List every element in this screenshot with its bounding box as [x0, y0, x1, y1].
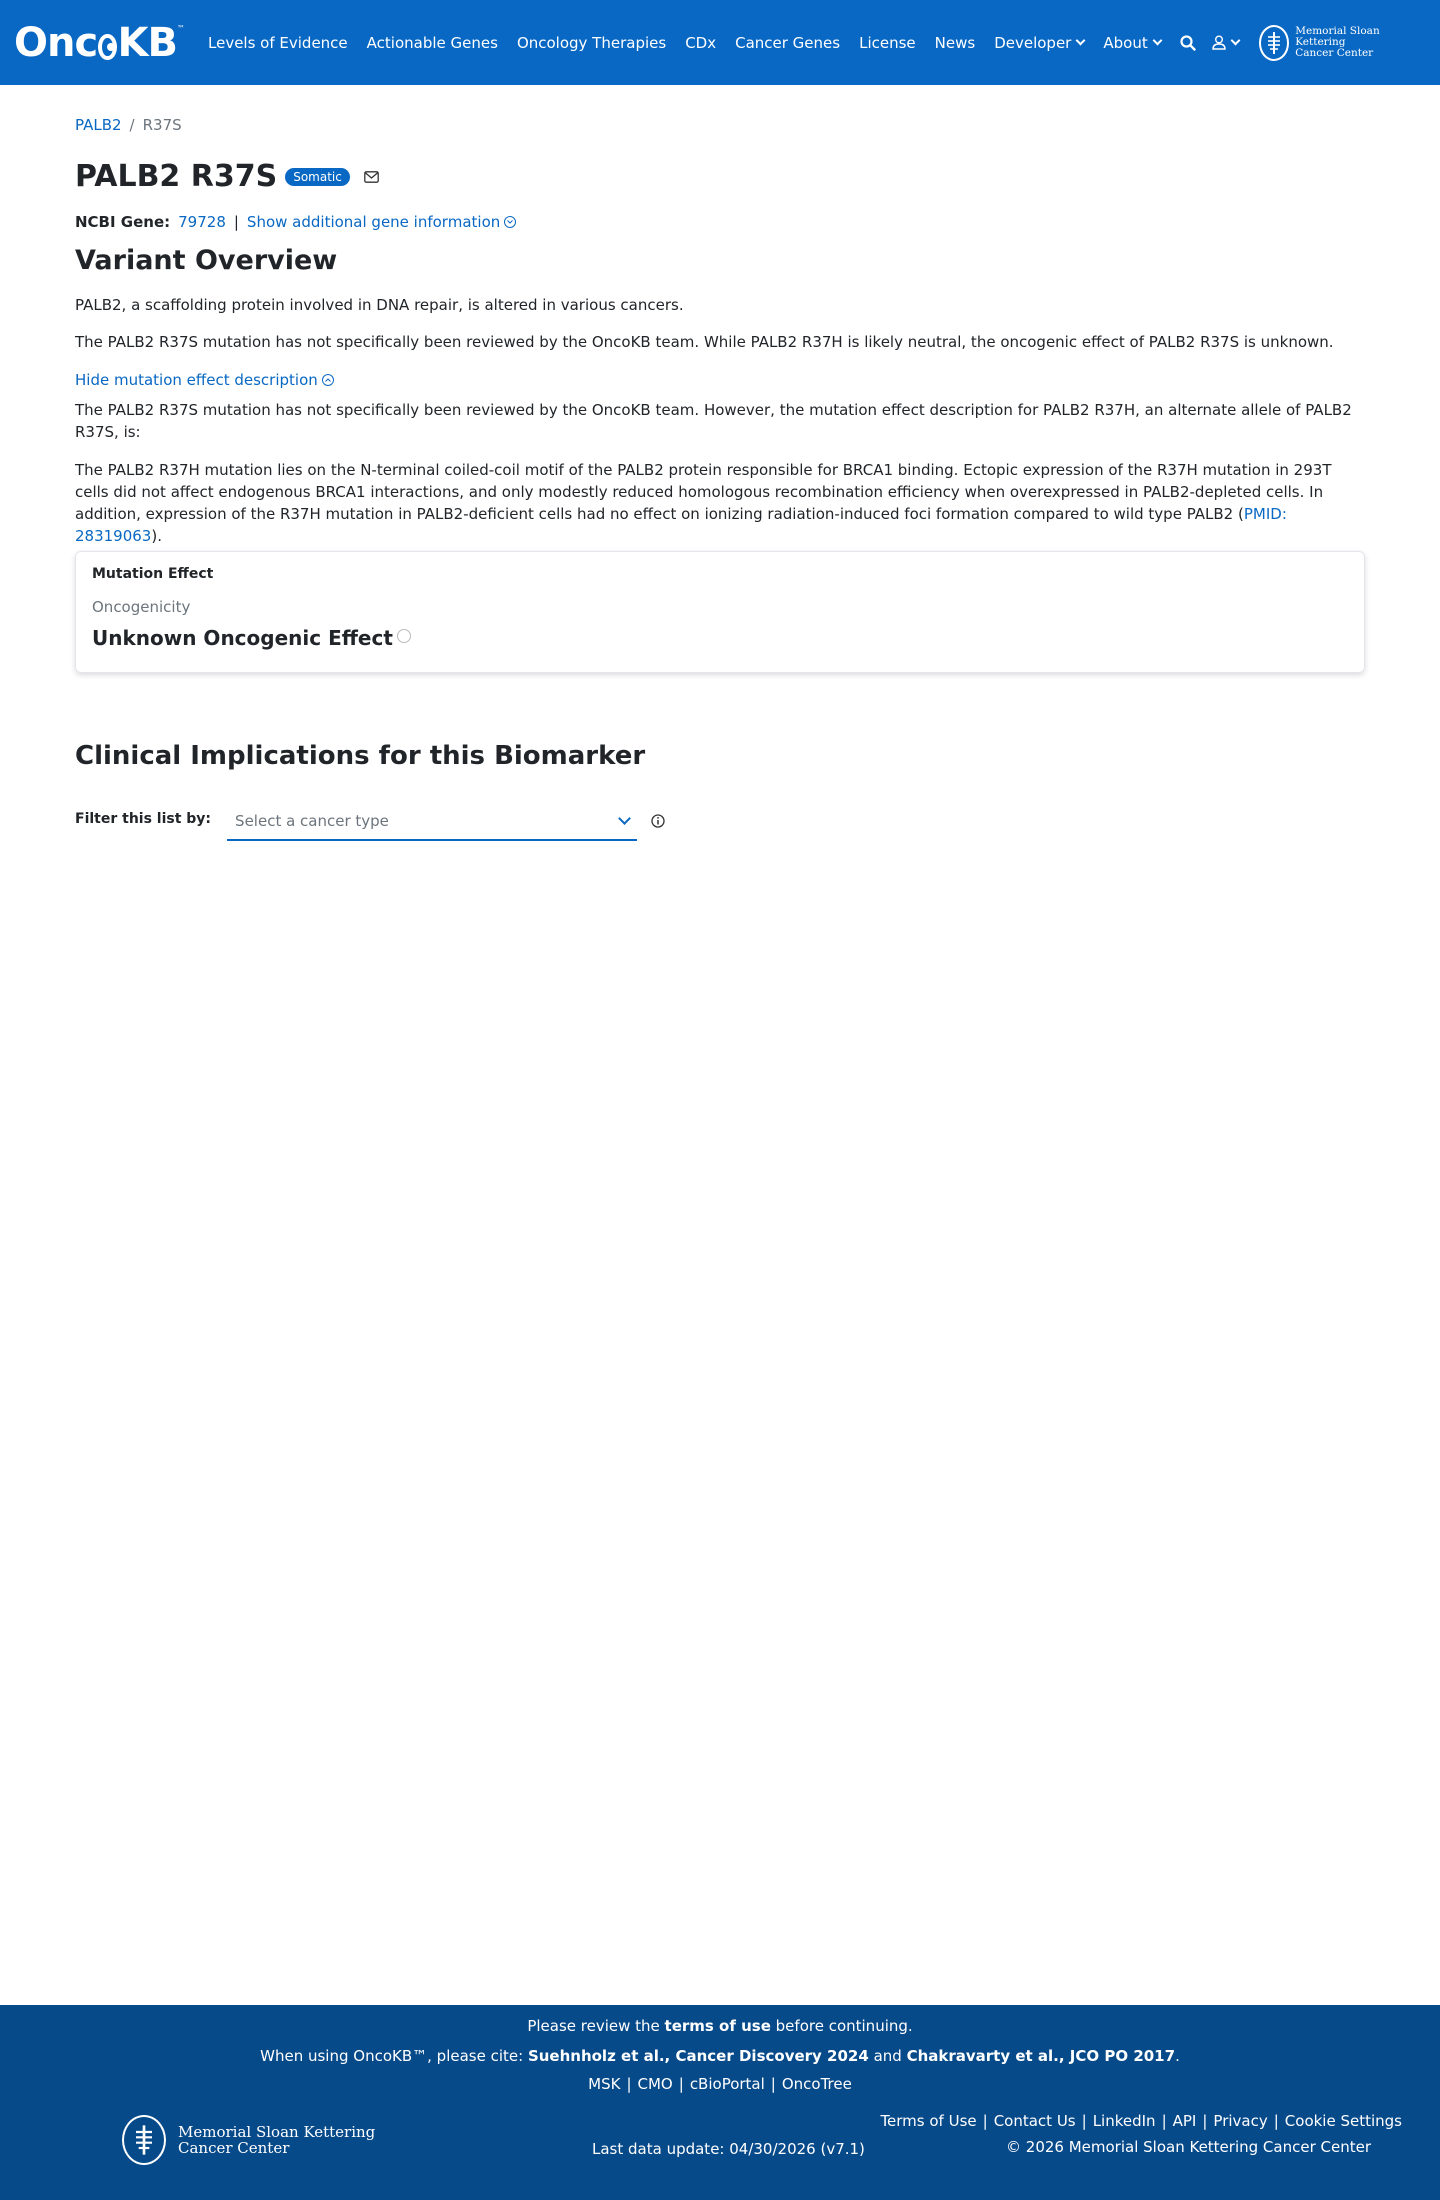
oncogenicity-value-row: [92, 626, 1348, 650]
logo-text-a: Onc: [14, 19, 98, 66]
search-icon[interactable]: [1180, 35, 1196, 51]
last-data-update: Last data update: 04/30/2026 (v7.1): [592, 2140, 865, 2158]
oncogenicity-label: Oncogenicity: [92, 598, 191, 616]
footer-link-cbioportal[interactable]: cBioPortal: [689, 2075, 765, 2093]
footer: [0, 2005, 1440, 2200]
chevron-down-icon: [1152, 36, 1162, 46]
title-row: [75, 159, 379, 194]
oncogenicity-value: Unknown Oncogenic Effect: [92, 626, 393, 650]
footer-msk-text: [178, 2124, 375, 2156]
terms-of-use-link[interactable]: terms of use: [664, 2017, 771, 2035]
terms-prefix: Please review the: [527, 2017, 665, 2035]
chevron-up-circle-icon: [322, 374, 334, 386]
mutation-effect-text: The PALB2 R37H mutation lies on the N-terminal coiled-coil motif of the PALB2 protein responsible for BRCA1 binding. Ectopic expression of the R37H mutation in 293T cells did not affect endogenous BRCA1 interactions, and only modestly reduced homologous recombination efficiency when overexpressed in PALB2-depleted cells. In addition, expression of the R37H mutation in PALB2-deficient cells had no effect on ionizing radiation-induced foci formation compared to wild type PALB2 (: [75, 461, 1332, 523]
nav-actionable-genes[interactable]: Actionable Genes: [366, 33, 498, 52]
nav-license[interactable]: License: [859, 33, 916, 52]
variant-summary: The PALB2 R37S mutation has not specifically been reviewed by the OncoKB team. While PALB2 R37H is likely neutral, the oncogenic effect of PALB2 R37S is unknown.: [75, 333, 1334, 351]
terms-suffix: before continuing.: [770, 2017, 913, 2035]
main-nav: [208, 34, 1255, 52]
logo-ring-icon: [98, 34, 116, 60]
show-gene-info-label: Show additional gene information: [246, 213, 501, 231]
footer-terms-row: [0, 2017, 1440, 2035]
ncbi-gene-row: [75, 213, 516, 231]
msk-emblem-icon: [1259, 25, 1290, 61]
nav-developer-label: Developer: [994, 33, 1072, 52]
msk-line-1: Memorial Sloan Kettering: [1295, 25, 1380, 48]
mutation-effect-title: Mutation Effect: [92, 566, 214, 582]
ncbi-label: NCBI Gene:: [75, 213, 171, 231]
chevron-down-icon: [1230, 36, 1240, 46]
mutation-effect-intro: The PALB2 R37S mutation has not specifically been reviewed by the OncoKB team. However, the mutation effect description for PALB2 R37H, an alternate allele of PALB2 R37S, is:: [75, 401, 1352, 441]
variant-overview-heading: Variant Overview: [75, 245, 338, 276]
cite-and: and: [868, 2047, 907, 2065]
cancer-type-select[interactable]: [227, 803, 637, 841]
logo-trademark: ™: [177, 23, 184, 33]
footer-msk-line-1: Memorial Sloan Kettering: [178, 2123, 376, 2141]
user-icon: [1212, 35, 1226, 50]
oncokb-logo[interactable]: [14, 20, 184, 66]
breadcrumb-current: R37S: [142, 116, 182, 134]
footer-msk-logo[interactable]: [122, 2115, 375, 2165]
footer-privacy-link[interactable]: Privacy: [1213, 2112, 1268, 2130]
nav-about-label: About: [1103, 33, 1148, 52]
mutation-effect-text-end: ).: [151, 527, 162, 545]
breadcrumb-separator: /: [129, 116, 135, 134]
msk-emblem-icon: [122, 2115, 166, 2165]
nav-developer-dropdown[interactable]: [994, 34, 1084, 52]
nav-news[interactable]: News: [934, 33, 976, 52]
hide-mutation-effect-link[interactable]: [75, 371, 334, 389]
page-title: PALB2 R37S: [75, 159, 278, 194]
msk-line-2: Cancer Center: [1295, 47, 1374, 59]
breadcrumb-gene-link[interactable]: PALB2: [75, 116, 122, 134]
filter-label: Filter this list by:: [75, 811, 212, 827]
filter-row: [75, 803, 665, 841]
footer-link-msk[interactable]: MSK: [588, 2075, 621, 2093]
footer-msk-line-2: Cancer Center: [178, 2139, 290, 2157]
nav-about-dropdown[interactable]: [1103, 34, 1160, 52]
chevron-down-circle-icon: [504, 216, 516, 228]
show-gene-info-link[interactable]: [247, 213, 516, 231]
ncbi-divider: |: [233, 213, 239, 231]
cite-suehnholz-link[interactable]: Suehnholz et al., Cancer Discovery 2024: [527, 2047, 869, 2065]
footer-linkedin-link[interactable]: LinkedIn: [1092, 2112, 1156, 2130]
clinical-implications-heading: Clinical Implications for this Biomarker: [75, 741, 646, 771]
footer-api-link[interactable]: API: [1172, 2112, 1197, 2130]
footer-right: [880, 2112, 1402, 2156]
footer-terms-link[interactable]: Terms of Use: [880, 2112, 977, 2130]
copyright: © 2026 Memorial Sloan Kettering Cancer Center: [1006, 2138, 1371, 2156]
pmid-link[interactable]: PMID: 28319063: [75, 505, 1287, 545]
msk-logo[interactable]: [1259, 25, 1426, 61]
nav-levels-of-evidence[interactable]: Levels of Evidence: [208, 33, 348, 52]
nav-cancer-genes[interactable]: Cancer Genes: [735, 33, 841, 52]
unknown-oncogenic-circle-icon: [397, 629, 411, 643]
cite-end: .: [1175, 2047, 1180, 2065]
footer-external-links: MSK | CMO | cBioPortal | OncoTree: [588, 2075, 852, 2093]
cite-prefix: When using OncoKB™, please cite:: [260, 2047, 528, 2065]
chevron-down-icon: [618, 812, 631, 825]
msk-logo-text: [1295, 26, 1426, 59]
mutation-effect-description: [75, 459, 1365, 547]
footer-contact-link[interactable]: Contact Us: [993, 2112, 1076, 2130]
footer-cookie-settings-link[interactable]: Cookie Settings: [1284, 2112, 1402, 2130]
footer-link-oncotree[interactable]: OncoTree: [781, 2075, 852, 2093]
footer-link-cmo[interactable]: CMO: [637, 2075, 673, 2093]
footer-cite-row: [0, 2047, 1440, 2065]
nav-cdx[interactable]: CDx: [685, 33, 717, 52]
mail-icon[interactable]: [364, 171, 379, 183]
gene-summary: PALB2, a scaffolding protein involved in DNA repair, is altered in various cancers.: [75, 296, 684, 314]
somatic-badge: Somatic: [285, 168, 350, 186]
cancer-type-placeholder: Select a cancer type: [235, 812, 389, 830]
breadcrumb: [75, 116, 182, 134]
nav-oncology-therapies[interactable]: Oncology Therapies: [516, 33, 667, 52]
mutation-effect-card: [75, 551, 1365, 673]
info-icon[interactable]: [651, 814, 665, 828]
chevron-down-icon: [1076, 36, 1086, 46]
logo-text-b: KB: [117, 19, 177, 66]
cite-chakravarty-link[interactable]: Chakravarty et al., JCO PO 2017: [906, 2047, 1176, 2065]
footer-legal-links: Terms of Use | Contact Us | LinkedIn | API | Privacy | Cookie Settings: [880, 2112, 1402, 2130]
hide-mutation-effect-label: Hide mutation effect description: [75, 371, 318, 389]
ncbi-gene-id-link[interactable]: 79728: [178, 213, 226, 231]
user-menu-dropdown[interactable]: [1212, 35, 1239, 50]
top-navbar: [0, 0, 1440, 85]
